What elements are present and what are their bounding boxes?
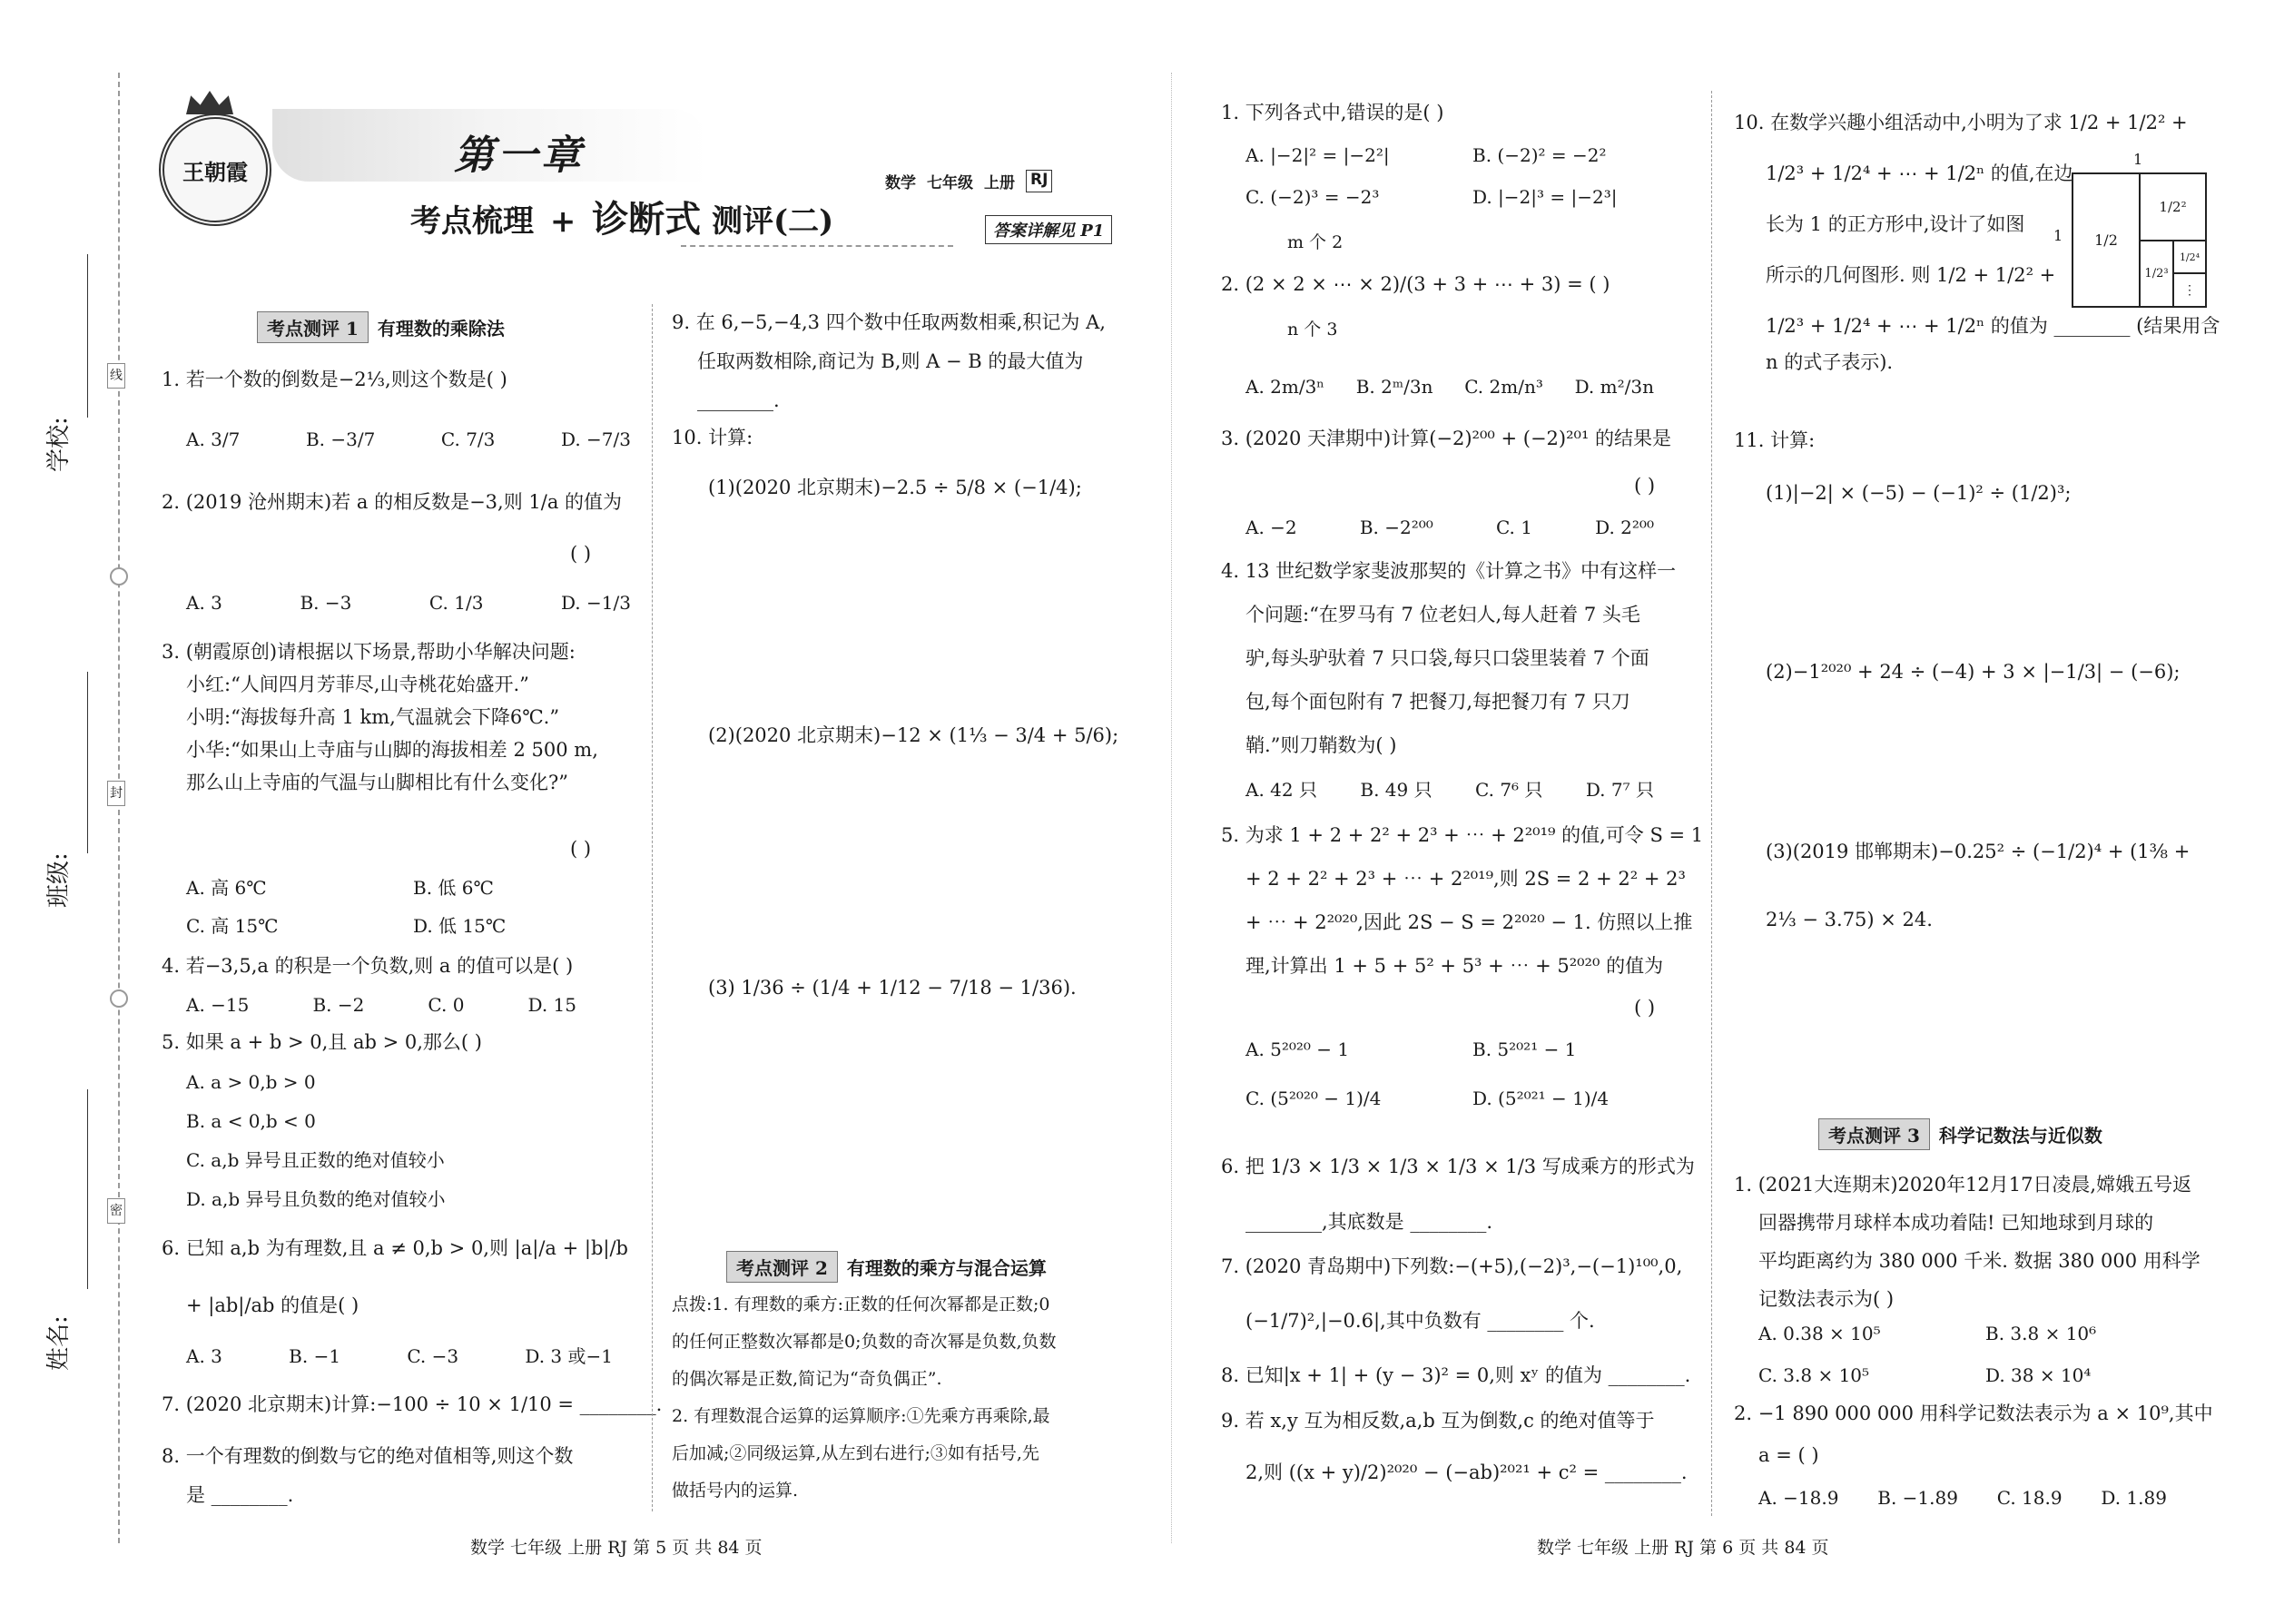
option: C. (5²⁰²⁰ − 1)/4 [1245, 1088, 1382, 1109]
r-question-1: 1. 下列各式中,错误的是( ) [1221, 102, 1444, 123]
question-7: 7. (2020 北京期末)计算:−100 ÷ 10 × 1/10 = ________. [162, 1393, 663, 1415]
options-row [1245, 515, 1654, 540]
option: C. 7⁶ 只 [1475, 779, 1543, 801]
question-9-cont: 任取两数相除,商记为 B,则 A − B 的最大值为 [697, 350, 1084, 372]
s3-question-2: 2. −1 890 000 000 用科学记数法表示为 a × 10⁹,其中 [1734, 1403, 2213, 1424]
cut-mark-secret: 密 [107, 1198, 125, 1224]
page-divider [1171, 73, 1172, 1543]
option: A. −18.9 [1758, 1487, 1839, 1509]
question-line: 1/2³ + 1/2⁴ + ⋯ + 1/2ⁿ 的值为 ________ (结果用含 [1766, 315, 2220, 337]
half-region [2073, 174, 2141, 306]
question-9-blank: ________. [697, 389, 780, 411]
r-question-11-1: (1)|−2| × (−5) − (−1)² ÷ (1/2)³; [1766, 482, 2072, 504]
section-3-header [1818, 1118, 2102, 1150]
option: D. m²/3n [1574, 376, 1654, 398]
question-10: 10. 计算: [672, 427, 753, 448]
header-dashline [681, 245, 953, 247]
column-divider [1711, 91, 1712, 1516]
question-3 [162, 638, 598, 796]
r-question-8: 8. 已知|x + 1| + (y − 3)² = 0,则 xʸ 的值为 ________. [1221, 1364, 1691, 1386]
question-line: 回器携带月球样本成功着陆! 已知地球到月球的 [1758, 1212, 2154, 1234]
logo-text: 王朝霞 [182, 158, 248, 185]
r-question-7: 7. (2020 青岛期中)下列数:−(+5),(−2)³,−(−1)¹⁰⁰,0, [1221, 1255, 1683, 1277]
options-grid [186, 875, 567, 939]
tag: 数学 [885, 174, 916, 192]
r-question-2: 2. (2 × 2 × ⋯ × 2)/(3 + 3 + ⋯ + 3) = ( ) [1221, 273, 1610, 295]
option: B. 3.8 × 10⁶ [1985, 1323, 2097, 1344]
fig-side-label: 1 [2053, 227, 2063, 244]
options-grid [1245, 143, 1699, 210]
section-title: 科学记数法与近似数 [1938, 1125, 2102, 1147]
r-question-5 [1221, 822, 1703, 979]
r-question-7-cont: (−1/7)²,|−0.6|,其中负数有 ________ 个. [1245, 1310, 1595, 1332]
option: C. (−2)³ = −2³ [1245, 186, 1380, 208]
section-tag: 考点测评 1 [257, 311, 369, 343]
r-question-3: 3. (2020 天津期中)计算(−2)²⁰⁰ + (−2)²⁰¹ 的结果是 [1221, 428, 1672, 449]
question-line: 小红:“人间四月芳菲尽,山寺桃花始盛开.” [186, 674, 529, 695]
option: A. −2 [1245, 517, 1297, 538]
eighth-region [2141, 241, 2174, 306]
options-row [1758, 1485, 2167, 1511]
tip-line: 的任何正整数次幂都是0;负数的奇次幂是负数,负数 [672, 1332, 1057, 1352]
subtitle-part: 测评(二) [712, 203, 834, 240]
meta-tags [885, 170, 1052, 192]
r-question-11-3: (3)(2019 邯郸期末)−0.25² ÷ (−1/2)⁴ + (1⅜ + [1766, 841, 2191, 862]
ellipsis-region [2174, 274, 2205, 306]
question-line: 包,每个面包附有 7 把餐刀,每把餐刀有 7 只刀 [1245, 691, 1630, 713]
chapter-title: 第一章 [454, 133, 585, 179]
question-6-cont: + |ab|/ab 的值是( ) [186, 1294, 359, 1316]
option: A. 5²⁰²⁰ − 1 [1245, 1038, 1350, 1060]
name-label: 姓名: [45, 1315, 73, 1371]
option: A. |−2|² = |−2²| [1245, 144, 1390, 166]
brace-top-label: m 个 2 [1287, 232, 1344, 252]
option: A. a > 0,b > 0 [186, 1071, 316, 1093]
question-line: 3. (朝霞原创)请根据以下场景,帮助小华解决问题: [162, 641, 576, 663]
scissor-icon [110, 567, 128, 586]
options-row [186, 992, 576, 1018]
section-1-header [257, 311, 505, 343]
fig-label: 1/2 [2094, 231, 2118, 249]
subtitle-part: 考点梳理 [410, 203, 534, 240]
answer-paren: ( ) [1634, 475, 1656, 497]
question-line: 1. (2021大连期末)2020年12月17日凌晨,嫦娥五号返 [1734, 1174, 2192, 1196]
r-question-11-3-cont: 2⅓ − 3.75) × 24. [1766, 909, 1933, 930]
question-6: 6. 已知 a,b 为有理数,且 a ≠ 0,b > 0,则 |a|/a + |b|/b [162, 1237, 628, 1259]
option: C. a,b 异号且正数的绝对值较小 [186, 1149, 445, 1171]
option: A. 3/7 [186, 428, 241, 450]
options-grid [1245, 1037, 1699, 1111]
tip-line: 后加减;②同级运算,从左到右进行;③如有括号,先 [672, 1443, 1039, 1463]
quarter-region [2141, 174, 2205, 241]
tip-line: 2. 有理数混合运算的运算顺序:①先乘方再乘除,最 [672, 1406, 1050, 1426]
option: B. 49 只 [1360, 779, 1433, 801]
question-line: 1/2³ + 1/2⁴ + ⋯ + 1/2ⁿ 的值,在边 [1766, 162, 2073, 184]
fig-label: 1/2⁴ [2179, 251, 2200, 263]
tip-line: 做括号内的运算. [672, 1481, 799, 1501]
sixteenth-region [2174, 241, 2205, 274]
tag: 上册 [984, 174, 1015, 192]
section-title: 有理数的乘方与混合运算 [846, 1257, 1047, 1279]
option: B. 2ᵐ/3n [1355, 376, 1433, 398]
option: A. 2m/3ⁿ [1245, 376, 1324, 398]
section-tag: 考点测评 3 [1818, 1118, 1930, 1150]
question-line: 10. 在数学兴趣小组活动中,小明为了求 1/2 + 1/2² + [1734, 112, 2188, 133]
question-line: + 2 + 2² + 2³ + ⋯ + 2²⁰¹⁹,则 2S = 2 + 2² + 2³ [1245, 868, 1686, 890]
option: C. 高 15℃ [186, 915, 279, 937]
scissor-icon [110, 989, 128, 1008]
options-row [186, 427, 631, 452]
question-line: 平均距离约为 380 000 千米. 数据 380 000 用科学 [1758, 1250, 2200, 1272]
question-line: 5. 为求 1 + 2 + 2² + 2³ + ⋯ + 2²⁰¹⁹ 的值,可令 S = 1 [1221, 824, 1704, 846]
question-4: 4. 若−3,5,a 的积是一个负数,则 a 的值可以是( ) [162, 955, 574, 977]
r-question-11: 11. 计算: [1734, 429, 1816, 451]
option: B. −3/7 [305, 428, 376, 450]
option: C. 0 [428, 994, 465, 1016]
option: B. 5²⁰²¹ − 1 [1472, 1038, 1577, 1060]
r-question-6: 6. 把 1/3 × 1/3 × 1/3 × 1/3 × 1/3 写成乘方的形式为 [1221, 1156, 1695, 1177]
r-question-9: 9. 若 x,y 互为相反数,a,b 互为倒数,c 的绝对值等于 [1221, 1410, 1655, 1432]
page-footer: 数学 七年级 上册 RJ 第 6 页 共 84 页 [1537, 1538, 1829, 1558]
subtitle-part: 诊断式 [592, 198, 702, 241]
school-underline [87, 254, 88, 418]
options-grid [1758, 1321, 2212, 1388]
option: D. 7⁷ 只 [1585, 779, 1654, 801]
option: A. 42 只 [1245, 779, 1317, 801]
option: B. a < 0,b < 0 [186, 1110, 316, 1132]
cut-mark-seal: 封 [107, 781, 125, 806]
binding-line [118, 73, 120, 1543]
fig-label: ⋮ [2183, 282, 2196, 298]
tag: 七年级 [927, 174, 973, 192]
column-divider [652, 304, 653, 1511]
name-underline [87, 1089, 88, 1289]
option: B. (−2)² = −2² [1472, 144, 1607, 166]
option: B. −2²⁰⁰ [1359, 517, 1433, 538]
option: C. 3.8 × 10⁵ [1758, 1364, 1870, 1386]
option: D. −7/3 [561, 428, 631, 450]
option: A. 3 [186, 1345, 222, 1367]
subtitle [410, 191, 833, 242]
question-5: 5. 如果 a + b > 0,且 ab > 0,那么( ) [162, 1031, 482, 1053]
option: D. 3 或−1 [525, 1345, 613, 1367]
options-row [186, 1343, 613, 1369]
question-line: 理,计算出 1 + 5 + 5² + 5³ + ⋯ + 5²⁰²⁰ 的值为 [1245, 955, 1664, 977]
question-10-2: (2)(2020 北京期末)−12 × (1⅓ − 3/4 + 5/6); [708, 724, 1119, 746]
tag: RJ [1026, 170, 1052, 192]
option: C. 1 [1495, 517, 1532, 538]
question-line: n 的式子表示). [1766, 351, 1894, 373]
r-question-4 [1221, 557, 1676, 759]
class-label: 班级: [45, 852, 73, 908]
fig-side-label: 1 [2133, 151, 2143, 168]
tip-line: 的偶次幂是正数,简记为“奇负偶正”. [672, 1369, 942, 1389]
r-question-11-2: (2)−1²⁰²⁰ + 24 ÷ (−4) + 3 × |−1/3| − (−6); [1766, 661, 2181, 683]
question-1: 1. 若一个数的倒数是−2⅓,则这个数是( ) [162, 369, 507, 390]
s3-question-2-cont: a = ( ) [1758, 1444, 1819, 1466]
question-line: 个问题:“在罗马有 7 位老妇人,每人赶着 7 头毛 [1245, 604, 1640, 625]
option: B. −3 [300, 592, 352, 614]
question-line: 长为 1 的正方形中,设计了如图 [1766, 213, 2025, 235]
option: C. 2m/n³ [1464, 376, 1543, 398]
tip-line: 点拨:1. 有理数的乘方:正数的任何次幂都是正数;0 [672, 1294, 1050, 1314]
options-row [186, 590, 631, 615]
option: D. 1.89 [2101, 1487, 2167, 1509]
option: A. 3 [186, 592, 222, 614]
options-row [1245, 777, 1654, 802]
option: D. |−2|³ = |−2³| [1472, 186, 1618, 208]
option: C. 7/3 [440, 428, 496, 450]
option: D. 2²⁰⁰ [1595, 517, 1654, 538]
question-9: 9. 在 6,−5,−4,3 四个数中任取两数相乘,积记为 A, [672, 311, 1106, 333]
option: D. −1/3 [560, 592, 631, 614]
s3-question-1 [1734, 1171, 2200, 1313]
fig-label: 1/2³ [2144, 267, 2169, 281]
subtitle-part: + [549, 203, 576, 240]
question-line: 鞘.”则刀鞘数为( ) [1245, 734, 1397, 756]
question-line: 小明:“海拔每升高 1 km,气温就会下降6℃.” [186, 706, 560, 728]
brace-bottom-label: n 个 3 [1287, 320, 1338, 340]
option: B. 低 6℃ [413, 877, 494, 899]
option: A. −15 [186, 994, 250, 1016]
options-row [1245, 374, 1654, 399]
square-figure [2072, 172, 2207, 308]
question-10-3: (3) 1/36 ÷ (1/4 + 1/12 − 7/18 − 1/36). [708, 977, 1077, 999]
section-2-header [726, 1251, 1047, 1283]
cut-mark-line: 线 [107, 363, 125, 389]
question-2: 2. (2019 沧州期末)若 a 的相反数是−3,则 1/a 的值为 [162, 491, 623, 513]
r-question-6-cont: ________,其底数是 ________. [1245, 1211, 1493, 1233]
school-label: 学校: [45, 417, 73, 472]
answer-paren: ( ) [570, 543, 592, 565]
question-line: 4. 13 世纪数学家斐波那契的《计算之书》中有这样一 [1221, 560, 1677, 582]
question-line: + ⋯ + 2²⁰²⁰,因此 2S − S = 2²⁰²⁰ − 1. 仿照以上推 [1245, 911, 1693, 933]
question-line: 小华:“如果山上寺庙与山脚的海拔相差 2 500 m, [186, 739, 598, 761]
question-line: 驴,每头驴驮着 7 只口袋,每只口袋里装着 7 个面 [1245, 647, 1649, 669]
tip-block [672, 1291, 1057, 1504]
option: D. 低 15℃ [413, 915, 507, 937]
option: C. −3 [407, 1345, 459, 1367]
answer-paren: ( ) [1634, 997, 1656, 1019]
question-8: 8. 一个有理数的倒数与它的绝对值相等,则这个数 [162, 1445, 574, 1467]
option: A. 0.38 × 10⁵ [1758, 1323, 1881, 1344]
answer-hint: 答案详解见 P1 [985, 215, 1112, 244]
section-tag: 考点测评 2 [726, 1251, 838, 1283]
option: D. 38 × 10⁴ [1985, 1364, 2092, 1386]
r-question-9-cont: 2,则 ((x + y)/2)²⁰²⁰ − (−ab)²⁰²¹ + c² = ________. [1245, 1462, 1688, 1483]
option: B. −1 [289, 1345, 341, 1367]
question-8-cont: 是 ________. [186, 1484, 294, 1506]
option: D. (5²⁰²¹ − 1)/4 [1472, 1088, 1610, 1109]
option: B. −2 [312, 994, 365, 1016]
class-underline [87, 672, 88, 853]
question-10-1: (1)(2020 北京期末)−2.5 ÷ 5/8 × (−1/4); [708, 477, 1082, 498]
options-list [186, 1069, 445, 1212]
question-line: 所示的几何图形. 则 1/2 + 1/2² + [1766, 264, 2056, 286]
crown-icon [186, 91, 233, 114]
fig-label: 1/2² [2159, 199, 2187, 215]
section-title: 有理数的乘除法 [377, 318, 505, 340]
option: A. 高 6℃ [186, 877, 267, 899]
logo-seal [159, 113, 271, 226]
answer-paren: ( ) [570, 838, 592, 860]
question-line: 那么山上寺庙的气温与山脚相比有什么变化?” [186, 772, 568, 793]
option: C. 1/3 [428, 592, 484, 614]
option: B. −1.89 [1877, 1487, 1958, 1509]
option: D. 15 [527, 994, 576, 1016]
question-line: 记数法表示为( ) [1758, 1288, 1895, 1310]
option: D. a,b 异号且负数的绝对值较小 [186, 1188, 446, 1210]
page-footer: 数学 七年级 上册 RJ 第 5 页 共 84 页 [470, 1538, 763, 1558]
option: C. 18.9 [1996, 1487, 2063, 1509]
